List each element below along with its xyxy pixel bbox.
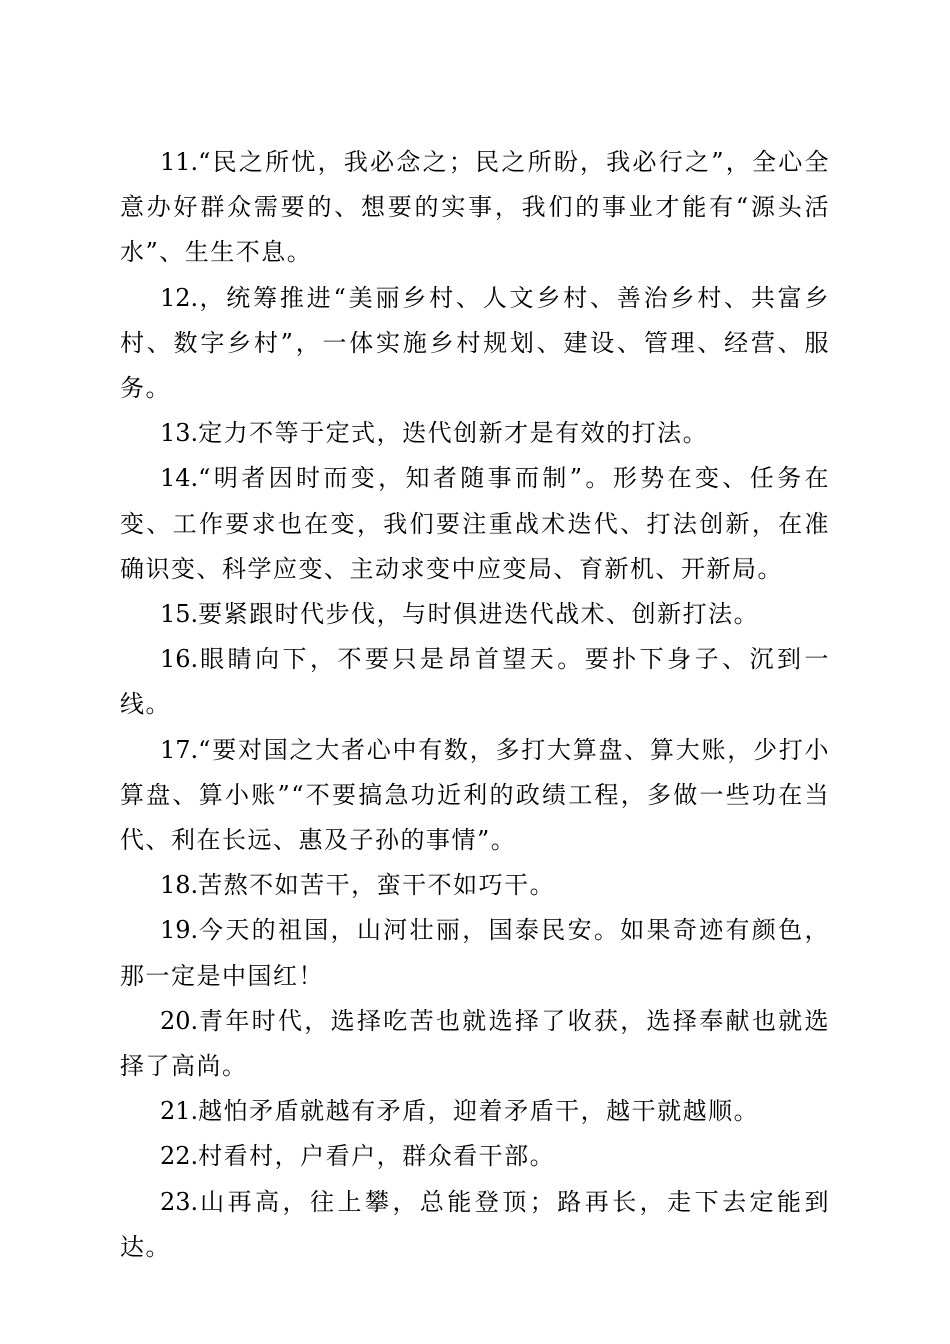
paragraph-19 bbox=[120, 908, 830, 998]
paragraph-text: 要紧跟时代步伐，与时俱进迭代战术、创新打法。 bbox=[198, 600, 760, 629]
paragraph-text: “要对国之大者心中有数，多打大算盘、算大账，少打小算盘、算小账”“不要搞急功近利的政绩工程，多做一些功在当代、利在长远、惠及子孙的事情”。 bbox=[120, 735, 830, 855]
paragraph-23 bbox=[120, 1180, 830, 1270]
paragraph-text: 青年时代，选择吃苦也就选择了收获，选择奉献也就选择了高尚。 bbox=[120, 1006, 830, 1081]
paragraph-20 bbox=[120, 999, 830, 1089]
paragraph-22 bbox=[120, 1134, 830, 1179]
paragraph-number: 21. bbox=[160, 1097, 199, 1126]
paragraph-12 bbox=[120, 276, 830, 412]
paragraph-number: 14. bbox=[160, 464, 199, 493]
document-body bbox=[120, 140, 830, 1270]
paragraph-text: 越怕矛盾就越有矛盾，迎着矛盾干，越干就越顺。 bbox=[198, 1097, 760, 1126]
paragraph-number: 20. bbox=[160, 1006, 199, 1035]
paragraph-text: 眼睛向下，不要只是昂首望天。要扑下身子、沉到一线。 bbox=[120, 645, 830, 719]
paragraph-text: 山再高，往上攀，总能登顶；路再长，走下去定能到达。 bbox=[120, 1187, 830, 1261]
paragraph-number: 22. bbox=[160, 1142, 199, 1171]
paragraph-number: 16. bbox=[160, 645, 199, 674]
paragraph-text: 苦熬不如苦干，蛮干不如巧干。 bbox=[198, 871, 556, 900]
paragraph-text: 村看村，户看户，群众看干部。 bbox=[198, 1142, 556, 1171]
paragraph-18 bbox=[120, 863, 830, 908]
paragraph-number: 11. bbox=[160, 148, 199, 176]
paragraph-17 bbox=[120, 728, 830, 864]
paragraph-15 bbox=[120, 592, 830, 637]
paragraph-number: 23. bbox=[160, 1187, 199, 1216]
paragraph-text: 定力不等于定式，迭代创新才是有效的打法。 bbox=[198, 419, 709, 448]
paragraph-number: 12. bbox=[160, 283, 199, 312]
paragraph-13 bbox=[120, 411, 830, 456]
paragraph-number: 15. bbox=[160, 600, 199, 629]
paragraph-number: 19. bbox=[160, 916, 199, 945]
paragraph-text: ，统筹推进“美丽乡村、人文乡村、善治乡村、共富乡村、数字乡村”，一体实施乡村规划、建设、管理、经营、服务。 bbox=[120, 283, 830, 403]
paragraph-16 bbox=[120, 637, 830, 727]
paragraph-text: “明者因时而变，知者随事而制”。形势在变、任务在变、工作要求也在变，我们要注重战术迭代、打法创新，在准确识变、科学应变、主动求变中应变局、育新机、开新局。 bbox=[120, 464, 830, 583]
paragraph-11 bbox=[120, 140, 830, 276]
paragraph-number: 18. bbox=[160, 871, 199, 900]
paragraph-text: 今天的祖国，山河壮丽，国泰民安。如果奇迹有颜色，那一定是中国红！ bbox=[120, 916, 830, 990]
paragraph-text: “民之所忧，我必念之；民之所盼，我必行之”，全心全意办好群众需要的、想要的实事，我们的事业才能有“源头活水”、生生不息。 bbox=[120, 148, 830, 267]
paragraph-number: 17. bbox=[160, 735, 199, 764]
paragraph-14 bbox=[120, 456, 830, 592]
paragraph-number: 13. bbox=[160, 419, 199, 448]
paragraph-21 bbox=[120, 1089, 830, 1134]
